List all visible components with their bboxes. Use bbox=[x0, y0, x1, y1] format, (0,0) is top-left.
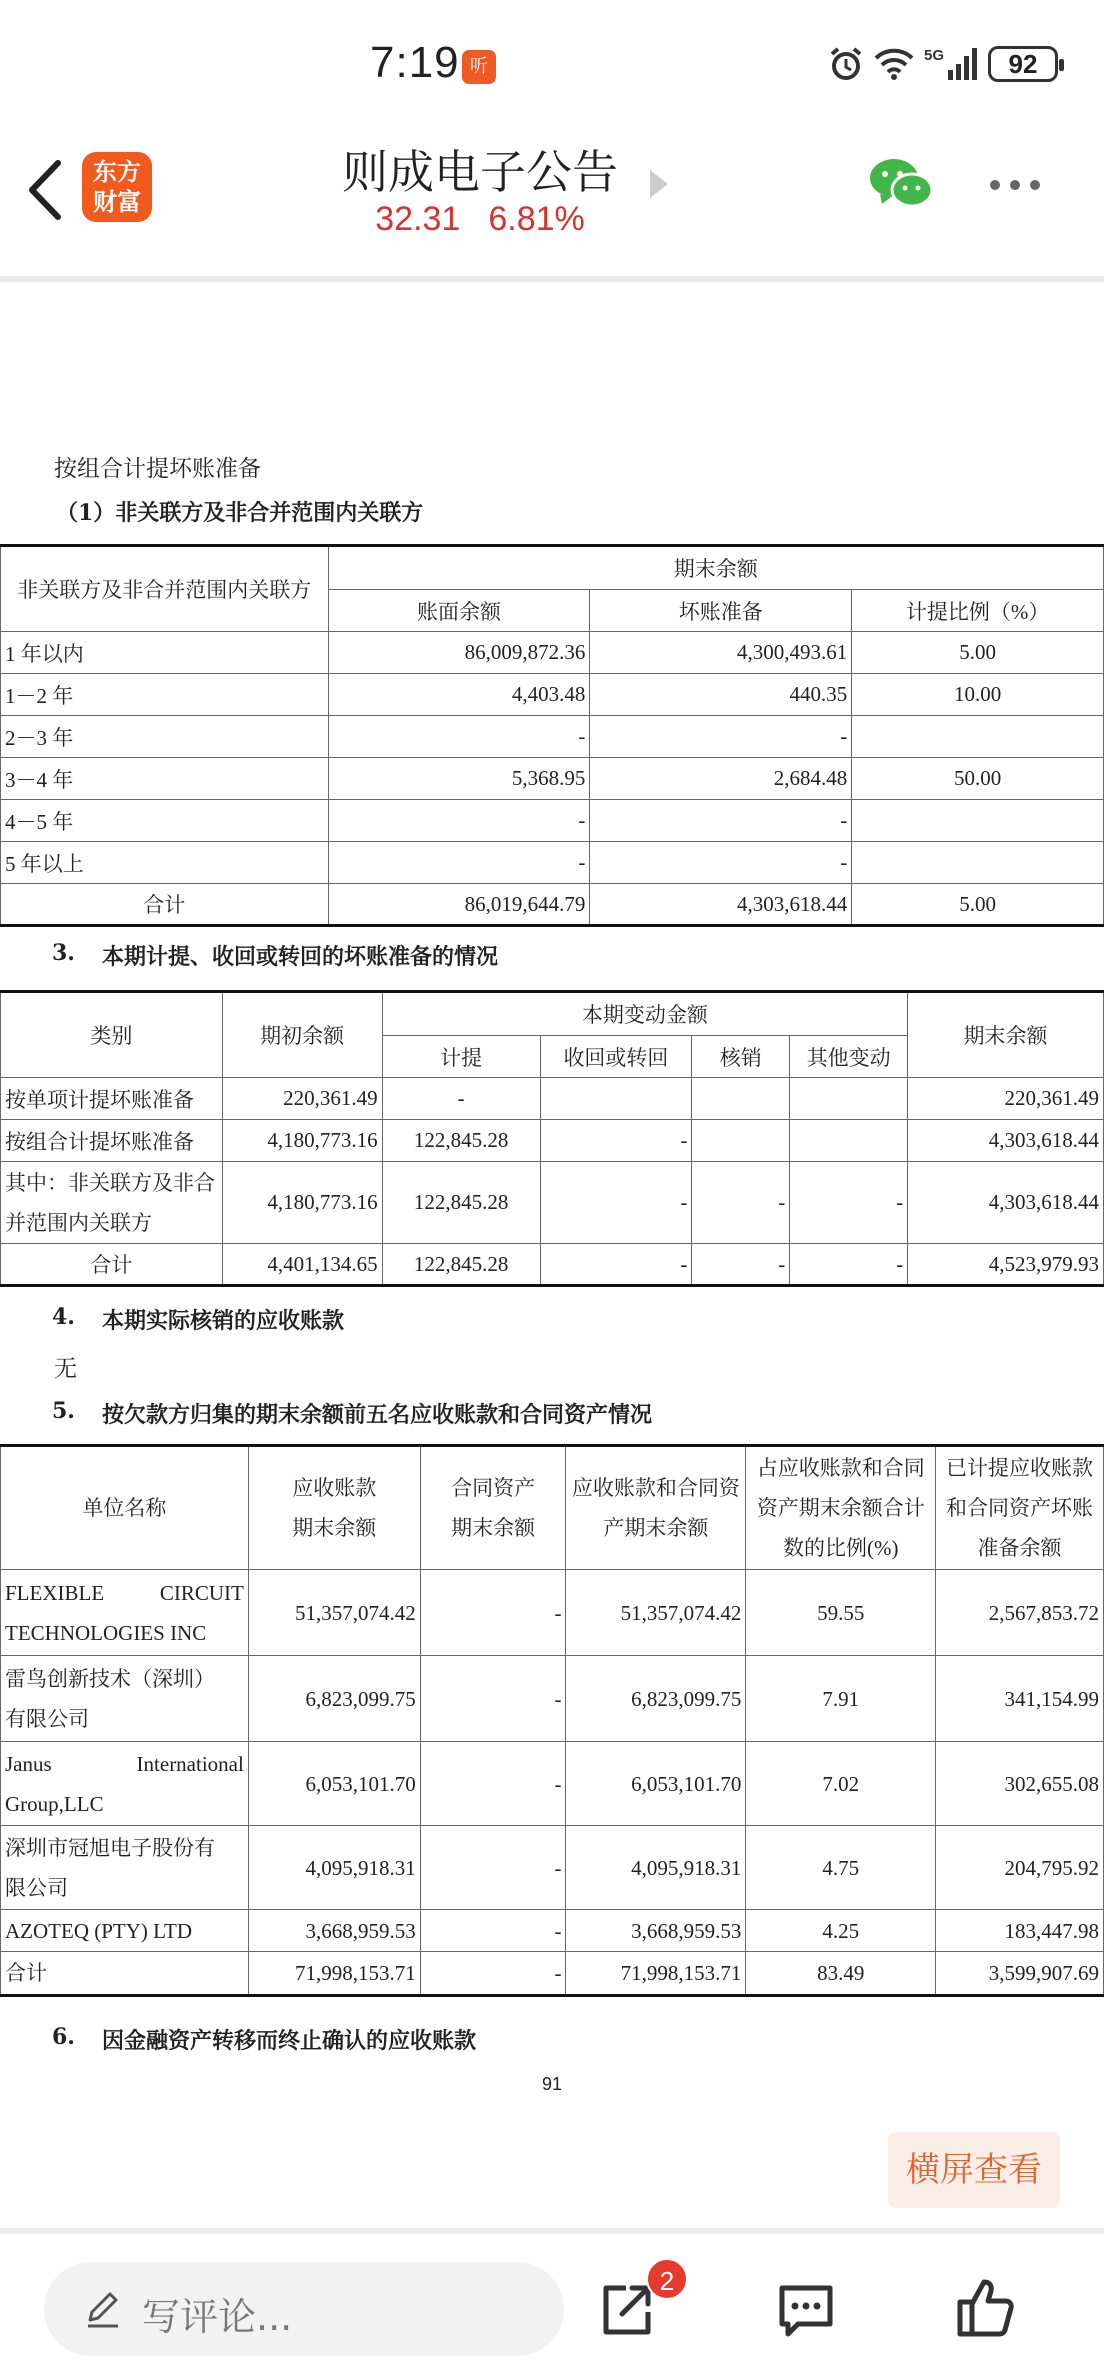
header-line: 应收账款和合同资 bbox=[571, 1476, 740, 1500]
table-row bbox=[1, 1910, 1104, 1952]
table-cell bbox=[1, 1162, 223, 1244]
table-cell: 按单项计提坏账准备 bbox=[1, 1078, 223, 1120]
alarm-icon bbox=[828, 46, 864, 82]
table-row bbox=[1, 800, 1104, 842]
table-cell bbox=[540, 1078, 692, 1120]
table-row bbox=[1, 1826, 1104, 1910]
table-cell: - bbox=[328, 800, 590, 842]
table-cell bbox=[692, 1120, 790, 1162]
section-6-number: 6. bbox=[52, 2024, 75, 2050]
table-header: 期初余额 bbox=[222, 992, 382, 1078]
header-line: 产期末余额 bbox=[603, 1516, 709, 1540]
cell-line: 雷鸟创新技术（深圳） bbox=[5, 1666, 215, 1691]
table-cell: - bbox=[790, 1244, 908, 1286]
table-row bbox=[1, 1162, 1104, 1244]
section-6-title: 因金融资产转移而终止确认的应收账款 bbox=[102, 2028, 477, 2054]
table-cell: - bbox=[590, 800, 852, 842]
table-header: 单位名称 bbox=[1, 1446, 249, 1570]
cell-line: 并范围内关联方 bbox=[5, 1210, 152, 1235]
table-cell: 2－3 年 bbox=[1, 716, 329, 758]
table-row bbox=[1, 1078, 1104, 1120]
table-cell: - bbox=[420, 1952, 566, 1996]
table-cell: 341,154.99 bbox=[936, 1656, 1104, 1742]
cell-line: 限公司 bbox=[5, 1875, 68, 1900]
share-count-badge: 2 bbox=[646, 2258, 688, 2300]
table-cell bbox=[852, 800, 1104, 842]
table-cell: 86,019,644.79 bbox=[328, 884, 590, 926]
table-cell: 4,180,773.16 bbox=[222, 1162, 382, 1244]
battery-icon: 92 bbox=[988, 46, 1058, 82]
stock-quote bbox=[0, 200, 960, 239]
header-divider bbox=[0, 276, 1104, 282]
table-header: 本期变动金额 bbox=[382, 992, 907, 1036]
table-cell: 122,845.28 bbox=[382, 1244, 540, 1286]
table-cell: 220,361.49 bbox=[908, 1078, 1104, 1120]
table-cell: - bbox=[590, 842, 852, 884]
table-header: 计提比例（%） bbox=[852, 590, 1104, 632]
table-cell: 合计 bbox=[1, 884, 329, 926]
comment-input[interactable] bbox=[44, 2262, 564, 2356]
table-cell: - bbox=[540, 1244, 692, 1286]
table-cell: 7.02 bbox=[746, 1742, 936, 1826]
table-cell: AZOTEQ (PTY) LTD bbox=[1, 1910, 249, 1952]
table-cell: 合计 bbox=[1, 1952, 249, 1996]
table-row bbox=[1, 1570, 1104, 1656]
table-cell bbox=[1, 1742, 249, 1826]
table-cell bbox=[852, 716, 1104, 758]
table-header bbox=[936, 1446, 1104, 1570]
table-cell: - bbox=[382, 1078, 540, 1120]
table-cell: 204,795.92 bbox=[936, 1826, 1104, 1910]
comment-placeholder: 写评论... bbox=[142, 2295, 293, 2339]
table-cell: 83.49 bbox=[746, 1952, 936, 1996]
table-cell: 2,684.48 bbox=[590, 758, 852, 800]
cell-line: FLEXIBLE CIRCUIT bbox=[5, 1580, 244, 1605]
table-cell: 5.00 bbox=[852, 884, 1104, 926]
stock-change: 6.81% bbox=[488, 200, 585, 238]
aging-table bbox=[0, 544, 1104, 927]
table-header: 非关联方及非合并范围内关联方 bbox=[1, 546, 329, 632]
table-cell: 86,009,872.36 bbox=[328, 632, 590, 674]
header-line: 期末余额 bbox=[451, 1516, 536, 1540]
status-time: 7:19 bbox=[370, 38, 460, 87]
table-cell: 50.00 bbox=[852, 758, 1104, 800]
cell-line: Janus International bbox=[5, 1751, 244, 1776]
table-total-row bbox=[1, 1952, 1104, 1996]
status-bar bbox=[0, 0, 1104, 130]
header-line: 合同资产 bbox=[451, 1476, 536, 1500]
table-cell: - bbox=[420, 1742, 566, 1826]
bottom-action-bar bbox=[0, 2234, 1104, 2376]
table-cell: 3,668,959.53 bbox=[248, 1910, 420, 1952]
play-triangle-icon[interactable] bbox=[648, 168, 670, 200]
cellular-5g-icon bbox=[924, 44, 978, 84]
table-header: 账面余额 bbox=[328, 590, 590, 632]
comments-icon[interactable] bbox=[776, 2280, 836, 2340]
table-header: 坏账准备 bbox=[590, 590, 852, 632]
header-line: 数的比例(%) bbox=[782, 1536, 899, 1560]
table-cell: - bbox=[420, 1826, 566, 1910]
section-5-number: 5. bbox=[52, 1398, 75, 1424]
table-header bbox=[248, 1446, 420, 1570]
header-line: 期末余额 bbox=[292, 1516, 377, 1540]
table-cell: - bbox=[790, 1162, 908, 1244]
table-cell: - bbox=[540, 1162, 692, 1244]
app-header bbox=[0, 130, 1104, 255]
table-cell: - bbox=[420, 1570, 566, 1656]
table-cell: 302,655.08 bbox=[936, 1742, 1104, 1826]
table-row bbox=[1, 1120, 1104, 1162]
table-cell: 122,845.28 bbox=[382, 1162, 540, 1244]
wifi-icon bbox=[874, 48, 914, 80]
table-header: 收回或转回 bbox=[540, 1036, 692, 1078]
section-intro: 按组合计提坏账准备 bbox=[54, 456, 261, 482]
table-cell: 2,567,853.72 bbox=[936, 1570, 1104, 1656]
cell-line: 其中：非关联方及非合 bbox=[5, 1170, 215, 1195]
subsection-title: （1）非关联方及非合并范围内关联方 bbox=[56, 500, 424, 526]
table-cell: 4.25 bbox=[746, 1910, 936, 1952]
table-cell: 220,361.49 bbox=[222, 1078, 382, 1120]
brand-line-1: 东方 bbox=[93, 158, 141, 186]
table-cell: 51,357,074.42 bbox=[566, 1570, 746, 1656]
table-cell bbox=[852, 842, 1104, 884]
status-icons bbox=[828, 44, 1058, 84]
section-3-number: 3. bbox=[52, 940, 75, 966]
top-five-receivables-table bbox=[0, 1444, 1104, 1997]
table-cell: 4,303,618.44 bbox=[908, 1120, 1104, 1162]
table-cell: 4,401,134.65 bbox=[222, 1244, 382, 1286]
cell-line: 深圳市冠旭电子股份有 bbox=[5, 1835, 215, 1860]
table-cell: 5.00 bbox=[852, 632, 1104, 674]
table-cell: 1－2 年 bbox=[1, 674, 329, 716]
table-cell bbox=[692, 1078, 790, 1120]
table-cell: 按组合计提坏账准备 bbox=[1, 1120, 223, 1162]
table-cell: 440.35 bbox=[590, 674, 852, 716]
table-cell bbox=[790, 1078, 908, 1120]
table-row bbox=[1, 1742, 1104, 1826]
section-4-body: 无 bbox=[54, 1356, 77, 1382]
table-header bbox=[420, 1446, 566, 1570]
table-header: 其他变动 bbox=[790, 1036, 908, 1078]
section-4-number: 4. bbox=[52, 1304, 75, 1330]
share-icon[interactable] bbox=[596, 2280, 656, 2340]
table-cell: - bbox=[692, 1244, 790, 1286]
table-cell: 4,403.48 bbox=[328, 674, 590, 716]
table-header: 核销 bbox=[692, 1036, 790, 1078]
table-cell: 4,095,918.31 bbox=[248, 1826, 420, 1910]
table-cell: 4,303,618.44 bbox=[590, 884, 852, 926]
table-cell: 4,180,773.16 bbox=[222, 1120, 382, 1162]
table-cell: 4,303,618.44 bbox=[908, 1162, 1104, 1244]
table-cell bbox=[1, 1570, 249, 1656]
table-cell: 7.91 bbox=[746, 1656, 936, 1742]
table-cell: 5 年以上 bbox=[1, 842, 329, 884]
table-cell: 183,447.98 bbox=[936, 1910, 1104, 1952]
page-number: 91 bbox=[541, 2074, 563, 2094]
table-row bbox=[1, 758, 1104, 800]
table-cell: 5,368.95 bbox=[328, 758, 590, 800]
table-total-row bbox=[1, 884, 1104, 926]
wechat-share-icon[interactable] bbox=[868, 156, 934, 212]
header-line: 应收账款 bbox=[292, 1476, 377, 1500]
table-cell: 3,599,907.69 bbox=[936, 1952, 1104, 1996]
page-title: 则成电子公告 bbox=[342, 145, 618, 199]
header-line: 已计提应收账款 bbox=[946, 1456, 1094, 1480]
table-cell: 3－4 年 bbox=[1, 758, 329, 800]
table-cell: 1 年以内 bbox=[1, 632, 329, 674]
table-cell: 4,095,918.31 bbox=[566, 1826, 746, 1910]
stock-price: 32.31 bbox=[375, 200, 461, 238]
header-line: 占应收账款和合同 bbox=[756, 1456, 925, 1480]
table-cell: 6,053,101.70 bbox=[566, 1742, 746, 1826]
table-cell: 51,357,074.42 bbox=[248, 1570, 420, 1656]
table-cell: 6,823,099.75 bbox=[248, 1656, 420, 1742]
table-row bbox=[1, 842, 1104, 884]
header-line: 和合同资产坏账 bbox=[946, 1496, 1094, 1520]
thumbs-up-icon[interactable] bbox=[954, 2276, 1016, 2338]
table-cell bbox=[1, 1656, 249, 1742]
table-cell: - bbox=[540, 1120, 692, 1162]
table-header: 期末余额 bbox=[908, 992, 1104, 1078]
svg-text:5G: 5G bbox=[924, 47, 945, 64]
table-cell: 合计 bbox=[1, 1244, 223, 1286]
table-row bbox=[1, 632, 1104, 674]
table-header bbox=[566, 1446, 746, 1570]
brand-line-2: 财富 bbox=[93, 188, 141, 216]
table-header bbox=[746, 1446, 936, 1570]
table-row bbox=[1, 716, 1104, 758]
table-cell: - bbox=[420, 1656, 566, 1742]
table-cell bbox=[1, 1826, 249, 1910]
table-cell: - bbox=[328, 716, 590, 758]
table-cell: 4,300,493.61 bbox=[590, 632, 852, 674]
table-cell: - bbox=[692, 1162, 790, 1244]
table-cell: - bbox=[328, 842, 590, 884]
table-cell: 6,823,099.75 bbox=[566, 1656, 746, 1742]
landscape-view-button[interactable]: 横屏查看 bbox=[888, 2132, 1060, 2208]
section-4-title: 本期实际核销的应收账款 bbox=[102, 1308, 345, 1334]
table-cell: 4.75 bbox=[746, 1826, 936, 1910]
listen-app-icon: 听 bbox=[462, 50, 496, 84]
table-cell: 10.00 bbox=[852, 674, 1104, 716]
header-line: 资产期末余额合计 bbox=[756, 1496, 925, 1520]
table-header: 期末余额 bbox=[328, 546, 1103, 590]
table-cell: 6,053,101.70 bbox=[248, 1742, 420, 1826]
table-row bbox=[1, 1656, 1104, 1742]
table-cell: - bbox=[420, 1910, 566, 1952]
table-header: 计提 bbox=[382, 1036, 540, 1078]
section-5-title: 按欠款方归集的期末余额前五名应收账款和合同资产情况 bbox=[102, 1402, 653, 1428]
table-cell: 71,998,153.71 bbox=[248, 1952, 420, 1996]
cell-line: 有限公司 bbox=[5, 1706, 89, 1731]
table-cell: 59.55 bbox=[746, 1570, 936, 1656]
table-cell bbox=[790, 1120, 908, 1162]
more-options-icon[interactable] bbox=[990, 180, 1040, 190]
header-line: 准备余额 bbox=[977, 1536, 1062, 1560]
table-cell: 4－5 年 bbox=[1, 800, 329, 842]
table-cell: 122,845.28 bbox=[382, 1120, 540, 1162]
section-3-title: 本期计提、收回或转回的坏账准备的情况 bbox=[102, 944, 499, 970]
bad-debt-change-table bbox=[0, 990, 1104, 1287]
table-cell: - bbox=[590, 716, 852, 758]
pencil-icon bbox=[84, 2290, 122, 2328]
table-header: 类别 bbox=[1, 992, 223, 1078]
table-total-row bbox=[1, 1244, 1104, 1286]
table-cell: 71,998,153.71 bbox=[566, 1952, 746, 1996]
cell-line: Group,LLC bbox=[5, 1791, 104, 1816]
table-cell: 4,523,979.93 bbox=[908, 1244, 1104, 1286]
table-cell: 3,668,959.53 bbox=[566, 1910, 746, 1952]
table-row bbox=[1, 674, 1104, 716]
cell-line: TECHNOLOGIES INC bbox=[5, 1620, 207, 1645]
